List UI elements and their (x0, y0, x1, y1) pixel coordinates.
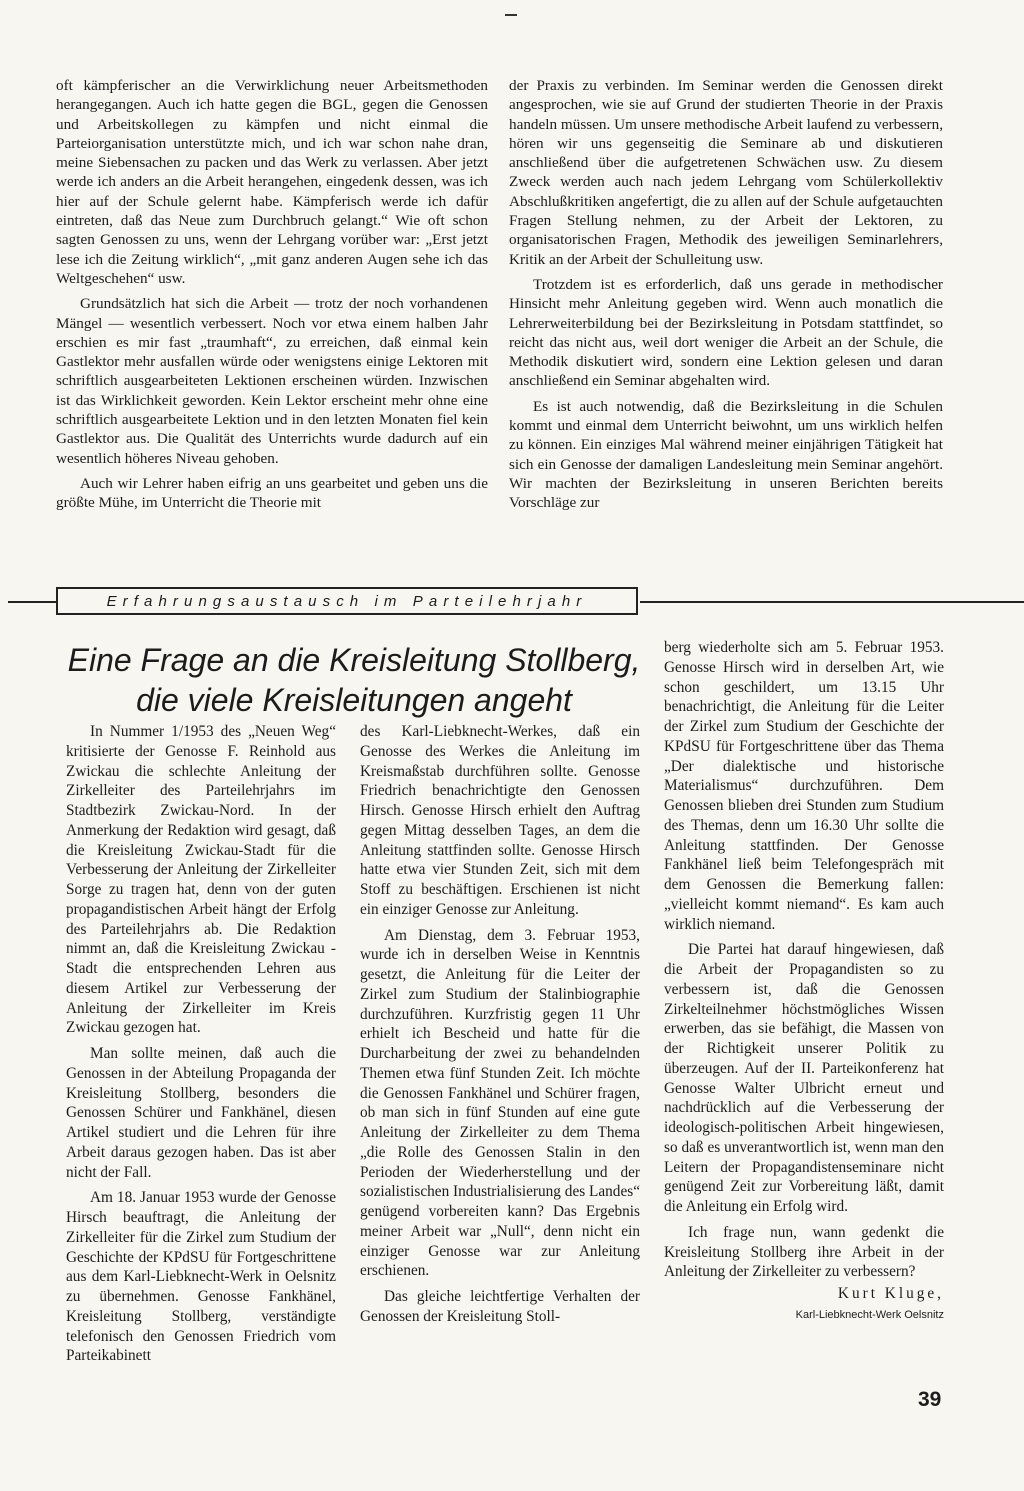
paragraph: Das gleiche leichtfertige Verhalten der Genossen der Kreisleitung Stoll- (360, 1288, 640, 1325)
banner-rule-right (640, 601, 1024, 603)
paragraph: des Karl-Liebknecht-Werkes, daß ein Genosse des Werkes die Anleitung im Kreismaßstab durchführen sollte. Genosse Friedrich benachrichtigte den Genossen Hirsch. Genosse Hirsch erhielt den Auftrag gegen Mittag desselben Tages, an dem die Anleitung stattfinden sollte. Genosse Hirsch hatte etwa vier Stunden Zeit, sich mit dem Stoff zu beschäftigen. Erschienen ist nicht ein einziger Genosse zur Anleitung. (360, 723, 640, 918)
paragraph: Grundsätzlich hat sich die Arbeit — trotz der noch vorhandenen Mängel — wesentlich verbessert. Noch vor etwa einem halben Jahr erschien es mir fast „traumhaft“, zu erreichen, daß einmal kein Gastlektor mehr ausfallen würde oder wenigstens einige Lektoren mit schriftlich ausgearbeiteten Lektionen erscheinen würden. Inzwischen ist das Wirklichkeit geworden. Kein Lektor erscheint mehr ohne eine schriftlich ausgearbeitete Lektion und in den letzten Monaten fiel kein Gastlektor aus. Die Qualität des Unterrichts wurde dadurch auf ein wesentlich höheres Niveau gehoben. (56, 295, 488, 467)
article-headline-line-1: Eine Frage an die Kreisleitung Stollberg, (67, 642, 641, 678)
paragraph: der Praxis zu verbinden. Im Seminar werden die Genossen direkt angesprochen, wie sie auf Grund der studierten Theorie in der Praxis handeln müssen. Um unsere methodische Arbeit laufend zu verbessern, hören wir uns gegenseitig die Seminare ab und diskutieren anschließend über die aufgetretenen Schwächen usw. Zu diesem Zweck werden auch nach jedem Lehrgang vom Schülerkollektiv Abschlußkritiken angefertigt, die zu allen auf der Schule aufgetauchten Fragen Stellung nehmen, zu der Arbeit der Lektoren, zu organisatorischen Fragen, Methodik des jeweiligen Seminarlehrers, Kritik an der Arbeit der Schulleitung usw. (509, 77, 943, 268)
paragraph: In Nummer 1/1953 des „Neuen Weg“ kritisierte der Genosse F. Reinhold aus Zwickau die schlechte Anleitung der Zirkelleiter des Parteilehrjahrs im Stadtbezirk Zwickau-Nord. In der Anmerkung der Redaktion wird gesagt, daß die Kreisleitung Zwickau-Stadt für die Verbesserung der Anleitung der Zirkelleiter Sorge zu tragen hat, denn von der guten propagandistischen Arbeit hängt der Erfolg des Parteilehrjahrs ab. Die Redaktion nimmt an, daß die Kreisleitung Zwickau - Stadt die entsprechenden Lehren aus diesem Artikel zur Verbesserung der Anleitung der Zirkelleiter im Kreis Zwickau gezogen hat. (66, 723, 336, 1037)
paragraph: Es ist auch notwendig, daß die Bezirksleitung in die Schulen kommt und einmal dem Unterricht beiwohnt, um uns wirklich helfen zu können. Ein einziges Mal während meiner einjährigen Tätigkeit hat sich ein Genosse der damaligen Landesleitung mein Seminar angehört. Wir machten der Bezirksleitung in unseren Berichten bereits Vorschläge zur (509, 397, 943, 512)
paragraph: Ich frage nun, wann gedenkt die Kreisleitung Stollberg ihre Arbeit in der Anleitung der Zirkelleiter zu verbessern? (664, 1223, 944, 1281)
paragraph: oft kämpferischer an die Verwirklichung neuer Arbeitsmethoden herangegangen. Auch ich hatte gegen die BGL, gegen die Genossen und Arbeitskollegen zu kämpfen und nicht einmal die Parteiorganisation unterstützte mich, und ich war schon nahe dran, meine Siebensachen zu packen und das Werk zu verlassen. Aber jetzt werde ich anders an die Arbeit herangehen, eingedenk dessen, was ich hier auf der Schule gelernt habe. Kämpferisch werde ich dafür eintreten, daß das Neue zum Durchbruch gelangt.“ Wie oft schon sagten Genossen zu uns, wenn der Lehrgang vorüber war: „Erst jetzt lese ich die Zeitung wirklich“, „mit ganz anderen Augen sehe ich das Weltgeschehen“ usw. (56, 77, 488, 287)
author-signature: Kurt Kluge, (837, 1285, 944, 1302)
paragraph: Auch wir Lehrer haben eifrig an uns gearbeitet und geben uns die größte Mühe, im Unterricht die Theorie mit (56, 474, 488, 512)
previous-article-left-column (56, 76, 488, 513)
paragraph: berg wiederholte sich am 5. Februar 1953. Genosse Hirsch wird in derselben Art, wie schon geschildert, um 13.15 Uhr benachrichtigt, die Anleitung für die Leiter der Zirkel zum Studium der Geschichte der KPdSU für Fortgeschrittene über das Thema „Der dialektische und historische Materialismus“ durchzuführen. Dem Genossen blieben drei Stunden zum Studium des Themas, denn um 16.30 Uhr sollte die Anleitung stattfinden. Der Genosse Fankhänel ließ beim Telefongespräch mit dem Genossen die Bemerkung fallen: „vielleicht kommt niemand“. Es kam auch wirklich niemand. (664, 639, 944, 933)
author-affiliation: Karl-Liebknecht-Werk Oelsnitz (795, 1308, 944, 1321)
section-banner: Erfahrungsaustausch im Parteilehrjahr (56, 587, 638, 615)
article-column-2 (360, 722, 640, 1327)
top-dash-mark (505, 14, 517, 16)
banner-rule-left (8, 601, 56, 603)
page-number: 39 (918, 1388, 942, 1411)
article-column-1 (66, 722, 336, 1366)
paragraph: Am 18. Januar 1953 wurde der Genosse Hirsch beauftragt, die Anleitung der Zirkelleiter für die Zirkel zum Studium der Geschichte der KPdSU für Fortgeschrittene aus dem Karl-Liebknecht-Werk in Oelsnitz zu übernehmen. Genosse Fankhänel, Kreisleitung Stollberg, verständigte telefonisch den Genossen Friedrich vom Parteikabinett (66, 1189, 336, 1365)
article-headline-line-2: die viele Kreisleitungen angeht (136, 682, 572, 718)
previous-article-right-column (509, 76, 943, 513)
article-column-3 (664, 638, 944, 1326)
paragraph: Die Partei hat darauf hingewiesen, daß die Arbeit der Propagandisten so zu verbessern ist, daß die Genossen Zirkelteilnehmer höchstmögliches Wissen erwerben, das sie befähigt, die Massen von der Richtigkeit unserer Politik zu überzeugen. Auf der II. Parteikonferenz hat Genosse Walter Ulbricht erneut und nachdrücklich auf die Verbesserung der ideologisch-politischen Arbeit hingewiesen, so daß es unverantwortlich ist, wenn man den Leitern der Propagandistenseminare nicht genügend Zeit zur Vorbereitung läßt, damit die Anleitung ein Erfolg wird. (664, 941, 944, 1215)
paragraph: Man sollte meinen, daß auch die Genossen in der Abteilung Propaganda der Kreisleitung Stollberg, besonders die Genossen Schürer und Fankhänel, diesen Artikel studiert und die Lehren für ihre Arbeit daraus gezogen haben. Das ist aber nicht der Fall. (66, 1045, 336, 1181)
paragraph: Trotzdem ist es erforderlich, daß uns gerade in methodischer Hinsicht mehr Anleitung gegeben wird. Wenn auch monatlich die Lehrerweiterbildung bei der Bezirksleitung in Potsdam stattfindet, so reicht das nicht aus, weil dort weniger die Arbeit an der Schule, die Methodik diskutiert wird, sondern eine Lektion gelesen und daran anschließend ein Seminar abgehalten wird. (509, 275, 943, 390)
paragraph: Am Dienstag, dem 3. Februar 1953, wurde ich in derselben Weise in Kenntnis gesetzt, die Anleitung für die Leiter der Zirkel zum Studium der Stalinbiographie durchzuführen. Kurzfristig gegen 11 Uhr erhielt ich Bescheid und hatte für die Durcharbeitung der zwei zu behandelnden Themen etwa fünf Stunden Zeit. Ich möchte die Genossen Fankhänel und Schürer fragen, ob man sich in fünf Stunden auf eine gute Anleitung der Zirkelleiter zu dem Thema „die Rolle des Genossen Stalin in den Perioden der Wiederherstellung und der sozialistischen Industrialisierung des Landes“ genügend vorbereiten kann? Das Ergebnis meiner Arbeit war „Null“, denn nicht ein einziger Genosse war zur Anleitung erschienen. (360, 926, 640, 1280)
